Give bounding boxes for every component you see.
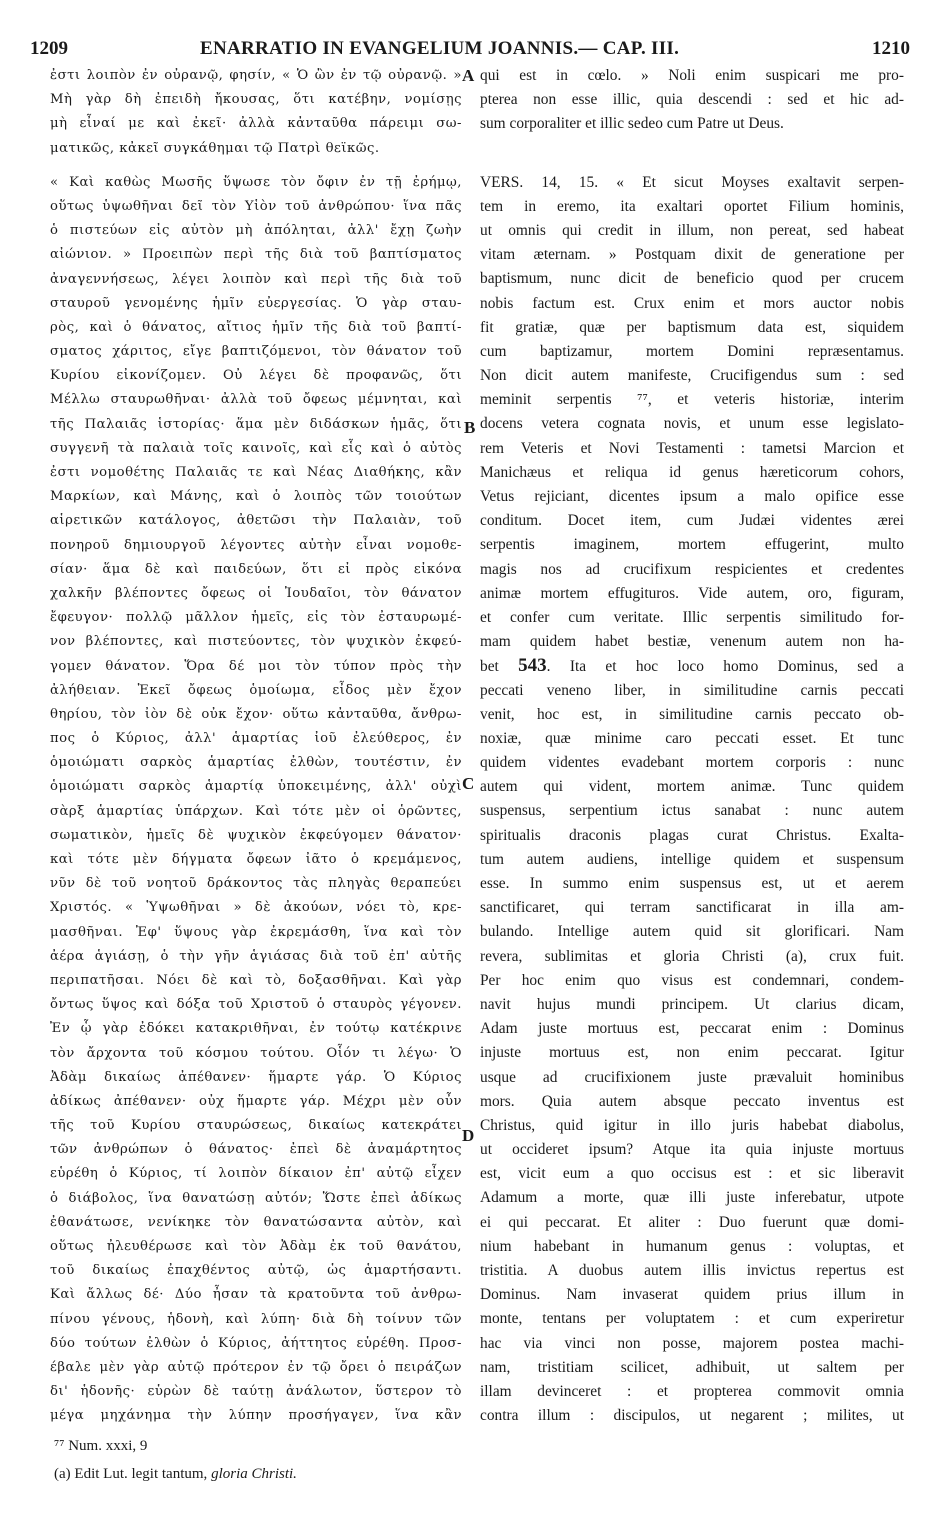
page-number-left: 1209 (30, 38, 68, 59)
greek-text-line: ἐστι λοιπὸν ἐν οὐρανῷ, φησίν, « Ὁ ὢν ἐν τῷ οὐρανῷ. » (50, 68, 462, 83)
greek-text-line: ματικῶς, κἀκεῖ συγκάθημαι τῷ Πατρὶ θεϊκῶς. (50, 140, 380, 156)
latin-text-line: esse. In summo enim suspensus est, ut et aerem (480, 875, 904, 892)
latin-text-line: vitam æternam. » Postquam dixit de generatione per (480, 246, 904, 264)
latin-text-line: pterea non esse illic, quia descendi : sed et hic ad- (480, 91, 904, 109)
latin-line-prefix: bet (480, 658, 499, 676)
latin-text-line: animæ mortem effugituros. Vide autem, oro, figuram, (480, 584, 904, 602)
greek-text-line: σματος χάριτος, εἴγε βαπτιζόμενοι, τὸν θάνατον τοῦ (50, 344, 462, 360)
latin-text-line: est, vicit eum a quo occisus est : et sic liberavit (480, 1165, 904, 1183)
greek-text-line: περιπατῆσαι. Νόει δὲ καὶ τὸ, δοξασθῆναι. Καὶ γὰρ (50, 972, 462, 988)
greek-text-line: σταυροῦ γενομένης ἡμῖν εὐεργεσίας. Ὁ γὰρ σταυ- (50, 295, 462, 311)
latin-text-line: noxiæ, quæ minime caro peccati esset. Et tunc (480, 729, 904, 747)
margin-letter-d: D (462, 1126, 475, 1145)
latin-text-line: sum corporaliter et illic sedeo cum Patre ut Deus. (480, 115, 784, 133)
latin-text-line: usque ad crucifixionem juste prævaluit hominibus (480, 1068, 904, 1086)
greek-text-line: εὑρέθη ὁ Κύριος, τί λοιπὸν δίκαιον ἐπ' αὐτῷ εἶχεν (50, 1166, 462, 1182)
latin-text-line: illam devinceret : et propterea commovit omnia (480, 1382, 904, 1400)
greek-text-line: ἀλήθειαν. Ἐκεῖ ὄφεως ὁμοίωμα, εἶδος μὲν ἔχον (50, 682, 462, 698)
latin-text-line: hac via vinci non posse, majorem postea machi- (480, 1334, 904, 1352)
greek-text-line: τῶν ἀνθρώπων ὁ θάνατος· ἐπεὶ δὲ ἀναμάρτητος (50, 1142, 462, 1158)
greek-text-line: ἐστι νομοθέτης Παλαιᾶς τε καὶ Νέας Διαθήκης, κἂν (50, 465, 462, 480)
latin-text-line: injuste mortuus est, non enim peccarat. Igitur (480, 1044, 904, 1062)
latin-text-line: nium habebant in humanum genus : voluptas, et (480, 1237, 904, 1255)
latin-text-line: navit hujus mundi principem. Ut clarius dicam, (480, 995, 904, 1013)
greek-text-line: μὴ εἶναί με καὶ ἐκεῖ· ἀλλὰ κἀνταῦθα πάρειμι σω- (50, 116, 462, 132)
footnote-a-text: Edit Lut. legit tantum, (74, 1466, 208, 1482)
latin-text-line: venit, hoc est, in similitudine carnis peccato ob- (480, 705, 904, 723)
latin-column (480, 64, 904, 1428)
footnote-a (54, 1460, 454, 1488)
latin-text-line: Dominus. Nam invaserat quidem prius illum in (480, 1286, 904, 1304)
page-header (30, 38, 910, 62)
greek-text-line: καὶ τότε μὲν δήγματα ὄφεων ἰᾶτο ὁ κρεμάμενος, (50, 852, 462, 867)
latin-text-line: peccati veneno liber, in similitudine carnis peccati (480, 681, 904, 699)
latin-text-line: rem Veteris et Novi Testamenti : tametsi Marcion et (480, 439, 904, 457)
greek-text-line: Καὶ ἄλλως δέ· Δύο ἦσαν τὰ κρατοῦντα τοῦ ἀνθρω- (50, 1287, 462, 1303)
greek-text-line: σίαν· ἅμα δὲ καὶ παιδεύων, ὅτι εἰ πρὸς εἰκόνα (50, 561, 462, 577)
greek-text-line: τὸν ἄρχοντα τοῦ κόσμου τούτου. Οἷόν τι λέγω· Ὁ (50, 1045, 462, 1061)
latin-text-line: docens vetera cognata novis, et unum esse legislato- (480, 415, 904, 433)
latin-text-line-with-column-number: bet 543. Ita et hoc loco homo Dominus, sed a (480, 655, 904, 677)
latin-text-line: serpentis imaginem, mortem effugerint, multo (480, 536, 904, 554)
greek-text-line: οὕτως ὑψωθῆναι δεῖ τὸν Υἱὸν τοῦ ἀνθρώπου· ἵνα πᾶς (50, 198, 462, 214)
greek-text-line: ὁ διάβολος, ἵνα θανατώσῃ αὐτόν; Ὥστε ἐπεὶ ἀδίκως (50, 1190, 462, 1206)
latin-line-rest: Ita et hoc loco homo Dominus, sed a (569, 658, 904, 676)
footnote-a-mark: (a) (54, 1466, 71, 1482)
greek-text-line: θηρίου, τὸν ἰὸν δὲ οὐκ ἔχον· οὕτω κἀνταῦθα, ἄνθρω- (50, 706, 462, 722)
latin-text-line: monte, tentans per voluptatem : et cum experiretur (480, 1310, 904, 1328)
greek-text-line: μασθῆναι. Ἐφ' ὕψους γὰρ ἐκρεμάσθη, ἵνα καὶ τὸν (50, 924, 462, 940)
latin-text-line: bulando. Intellige autem quid sit glorificari. Nam (480, 923, 904, 941)
latin-text-line: quidem videntes evadebant mortem corporis : nunc (480, 754, 904, 772)
paragraph-gap (480, 137, 904, 171)
latin-text-line: qui est in cœlo. » Noli enim suspicari me pro- (480, 67, 904, 84)
greek-text-line: πίνου γένους, ἡδονὴ, καὶ λύπη· διὰ δὴ τοίνυν τῶν (50, 1311, 462, 1327)
latin-text-line: Non dicit autem manifeste, Crucifigendus sum : sed (480, 367, 904, 385)
latin-text-line: nobis factum est. Crux enim et mors auctor nobis (480, 294, 904, 312)
greek-text-line: μέγα μηχάνημα τὴν λύπην προσήγαγεν, ἵνα κἂν (50, 1408, 462, 1424)
latin-text-line: ut occideret ipsum? Atque ita quia injuste mortuus (480, 1141, 904, 1159)
latin-text-line: fit gratiæ, quæ per baptismum data est, siquidem (480, 318, 904, 336)
latin-text-line: ut omnis qui credit in illum, non pereat, sed habeat (480, 221, 904, 239)
greek-text-line: ἀέρα ἁγιάσῃ, ὁ τὴν γῆν ἁγιάσας διὰ τοῦ ἐπ' αὐτῆς (50, 948, 462, 964)
greek-text-line: γομεν θάνατον. Ὅρα δέ μοι τὸν τύπον πρὸς τὴν (50, 658, 462, 674)
greek-text-line: δύο τούτων ἐλθὼν ὁ Κύριος, ἀήττητος εὑρέθη. Προσ- (50, 1335, 462, 1351)
greek-text-line: Κυρίου εἰκονίζομεν. Οὐ λέγει δὲ προφανῶς, ὅτι (50, 368, 462, 384)
greek-column (50, 64, 462, 1429)
greek-text-line: Μὴ γὰρ δὴ ἐπειδὴ ἤκουσας, ὅτι κατέβην, νομίσῃς (50, 92, 462, 108)
margin-letter-a: A (462, 66, 475, 85)
greek-text-line: νῦν δὲ τοῦ νοητοῦ δράκοντος τὰς πληγὰς θεραπεύει (50, 876, 462, 892)
latin-text-line: Per hoc enim quo visus est condemnari, condem- (480, 971, 904, 989)
latin-text-line: Adamum a morte, quæ illi juste inferebatur, utpote (480, 1189, 904, 1207)
greek-text-line: ἀδίκως ἀπέθανεν· οὐχ ἥμαρτε γάρ. Μέχρι μὲν οὖν (50, 1093, 462, 1109)
greek-text-line: Χριστός. « Ὑψωθῆναι » δὲ ἀκούων, νόει τὸ, κρε- (50, 900, 462, 916)
greek-text-line: Μαρκίων, καὶ Μάνης, καὶ ὁ λοιπὸς τῶν τοιούτων (50, 489, 462, 505)
greek-text-line: τῆς τοῦ Κυρίου σταυρώσεως, δικαίως κατεκράτει (50, 1118, 462, 1134)
latin-text-line: revera, sublimitas et gloria Christi (a), crux fuit. (480, 947, 904, 965)
latin-text-line: cum baptizamur, mortem Domini repræsentamus. (480, 342, 904, 360)
greek-text-line: πος ὁ Κύριος, ἀλλ' ἁμαρτίας ἰοῦ ἐλεύθερος, ἐν (50, 731, 462, 747)
latin-text-line: Christus, quid igitur in illo juris habebat diabolus, (480, 1116, 904, 1134)
latin-text-line: Adam juste mortuus est, peccarat enim : Dominus (480, 1020, 904, 1038)
latin-text-line: tem in eremo, ita exaltari oportet Filium hominis, (480, 197, 904, 215)
latin-text-line: mam quidem habet bestiæ, venenum autem non ha- (480, 633, 904, 651)
latin-text-line: ei qui peccarat. Et aliter : Duo fuerunt quæ domi- (480, 1213, 904, 1231)
latin-text-line: Manichæus et reliqua id genus hæreticorum cohors, (480, 463, 904, 481)
greek-text-line: Ἐν ᾧ γὰρ ἐδόκει κατακριθῆναι, ἐν τούτῳ κατέκρινε (50, 1021, 462, 1037)
greek-text-line: ρὸς, καὶ ὁ θάνατος, αἴτιος ἡμῖν τῆς διὰ τοῦ βαπτί- (50, 319, 462, 335)
column-number-marker: 543 (518, 655, 547, 677)
greek-text-line: τοῦ δικαίως ἐπαχθέντος αὐτῷ, ὡς ἁμαρτήσαντι. (50, 1263, 462, 1279)
greek-text-line: αἱρετικῶν κατάλογος, ἀθετῶσι τὴν Παλαιὰν, τοῦ (50, 513, 462, 529)
latin-text-line: VERS. 14, 15. « Et sicut Moyses exaltavit serpen- (480, 173, 904, 191)
greek-text-line: χαλκῆν βλέποντες ὄφεως οἱ Ἰουδαῖοι, τὸν θάνατον (50, 585, 462, 601)
greek-text-line: ὄντως ὕψος καὶ δόξα τοῦ Χριστοῦ ὁ σταυρὸς γέγονεν. (50, 997, 462, 1013)
latin-text-line: spiritualis draconis plagas curat Christus. Exalta- (480, 826, 904, 844)
latin-text-line: magis nos ad crucifixum respicientes et credentes (480, 560, 904, 578)
paragraph-gap (50, 161, 462, 171)
greek-text-line: σὰρξ ἁμαρτίας ὑπάρχων. Καὶ τότε μὲν οἱ ὁρῶντες, (50, 803, 462, 819)
greek-text-line: ἔφευγον· πολλῷ μᾶλλον ἡμεῖς, εἰς τὸν ἐσταυρωμέ- (50, 610, 462, 626)
margin-letter-b: B (464, 418, 476, 437)
footnote-1-text: Num. xxxi, 9 (68, 1438, 148, 1454)
greek-text-line: συγγενῆ τὰ παλαιὰ τοῖς καινοῖς, καὶ εἷς καὶ ὁ αὐτὸς (50, 440, 462, 456)
margin-letter-c: C (462, 774, 475, 793)
footnote-1-mark: ⁷⁷ (54, 1438, 65, 1454)
latin-text-line: contra illum : discipulos, ut negarent ; milites, ut (480, 1407, 904, 1425)
greek-text-line: δι' ἡδονῆς· εὑρὼν δὲ ταύτῃ ἀνάλωτον, ὕστερον τὸ (50, 1384, 462, 1400)
latin-text-line: et confer cum veritate. Illic serpentis similitudo for- (480, 608, 904, 626)
greek-text-line: ὁ πιστεύων εἰς αὐτὸν μὴ ἀπόληται, ἀλλ' ἔχῃ ζωὴν (50, 223, 462, 239)
greek-text-line: σωματικὸν, ἡμεῖς δὲ ψυχικὸν ἐκφεύγομεν θάνατον· (50, 827, 462, 843)
greek-text-line: τῆς Παλαιᾶς ἱστορίας· ἅμα μὲν διδάσκων ἡμᾶς, ὅτι (50, 416, 462, 432)
greek-text-line: Ἀδὰμ δικαίως ἀπέθανεν· ἥμαρτε γάρ. Ὁ Κύριος (50, 1069, 462, 1085)
greek-text-line: αἰώνιον. » Προειπὼν περὶ τῆς διὰ τοῦ βαπτίσματος (50, 247, 462, 263)
latin-text-line: meminit serpentis ⁷⁷, et veteris historiæ, interim (480, 391, 904, 409)
greek-text-line: Μέλλω σταυρωθῆναι· ἀλλὰ τοῦ ὄφεως μέμνηται, καὶ (50, 392, 462, 408)
footnotes (54, 1432, 454, 1488)
greek-text-line: ὁμοιώματι σαρκὸς ἁμαρτίᾳ ὑποκειμένης, ἀλλ' οὐχὶ (50, 779, 462, 795)
greek-text-line: ὁμοιώματι σαρκὸς ἁμαρτίας ἐλθὼν, τουτέστιν, ἐν (50, 755, 462, 771)
greek-text-line: « Καὶ καθὼς Μωσῆς ὕψωσε τὸν ὄφιν ἐν τῇ ἐρήμῳ, (50, 174, 462, 190)
latin-text-line: autem qui vident, mortem animæ. Tunc quidem (480, 778, 904, 796)
greek-text-line: νον βλέποντες, καὶ πιστεύοντες, τὸν ψυχικὸν ἐκφεύ- (50, 634, 462, 650)
latin-text-line: tum autem audiens, intellige quidem et suspensum (480, 850, 904, 868)
latin-text-line: sanctificaret, qui terram sanctificarat in illa am- (480, 899, 904, 917)
footnote-a-italic: gloria Christi. (211, 1466, 297, 1482)
greek-text-line: ἐθανάτωσε, νενίκηκε τὸν θανατώσαντα αὐτὸν, καὶ (50, 1214, 462, 1230)
greek-text-line: έβαλε μὲν γὰρ αὐτῷ πρότερον ἐν τῷ ὄρει ὁ πειράζων (50, 1359, 462, 1375)
running-title: ENARRATIO IN EVANGELIUM JOANNIS.— CAP. III. (200, 38, 680, 59)
footnote-1 (54, 1432, 454, 1460)
latin-text-line: nam, tristitiam scilicet, adhibuit, ut saltem per (480, 1358, 904, 1376)
greek-text-line: πονηροῦ δημιουργοῦ λέγοντες αὐτὴν εἶναι νομοθε- (50, 537, 462, 553)
page-number-right: 1210 (872, 38, 910, 59)
latin-text-line: Vetus rejiciant, dicentes ipsum a malo opifice esse (480, 488, 904, 505)
latin-text-line: tristitia. A duobus autem illis invictus repertus est (480, 1262, 904, 1279)
greek-text-line: ἀναγεννήσεως, λέγει λοιπὸν καὶ περὶ τῆς διὰ τοῦ (50, 271, 462, 287)
latin-text-line: conditum. Docet item, cum Judæi videntes æreі (480, 512, 904, 530)
greek-text-line: οὕτως ἠλευθέρωσε καὶ τὸν Ἀδὰμ ἐκ τοῦ θανάτου, (50, 1239, 462, 1254)
latin-text-line: mors. Quia autem absque peccato inventus est (480, 1092, 904, 1110)
latin-text-line: baptismum, nunc dicit de beneficio quod per crucem (480, 270, 904, 288)
latin-text-line: suspensus, serpentium ictus sanabat : nunc autem (480, 802, 904, 820)
